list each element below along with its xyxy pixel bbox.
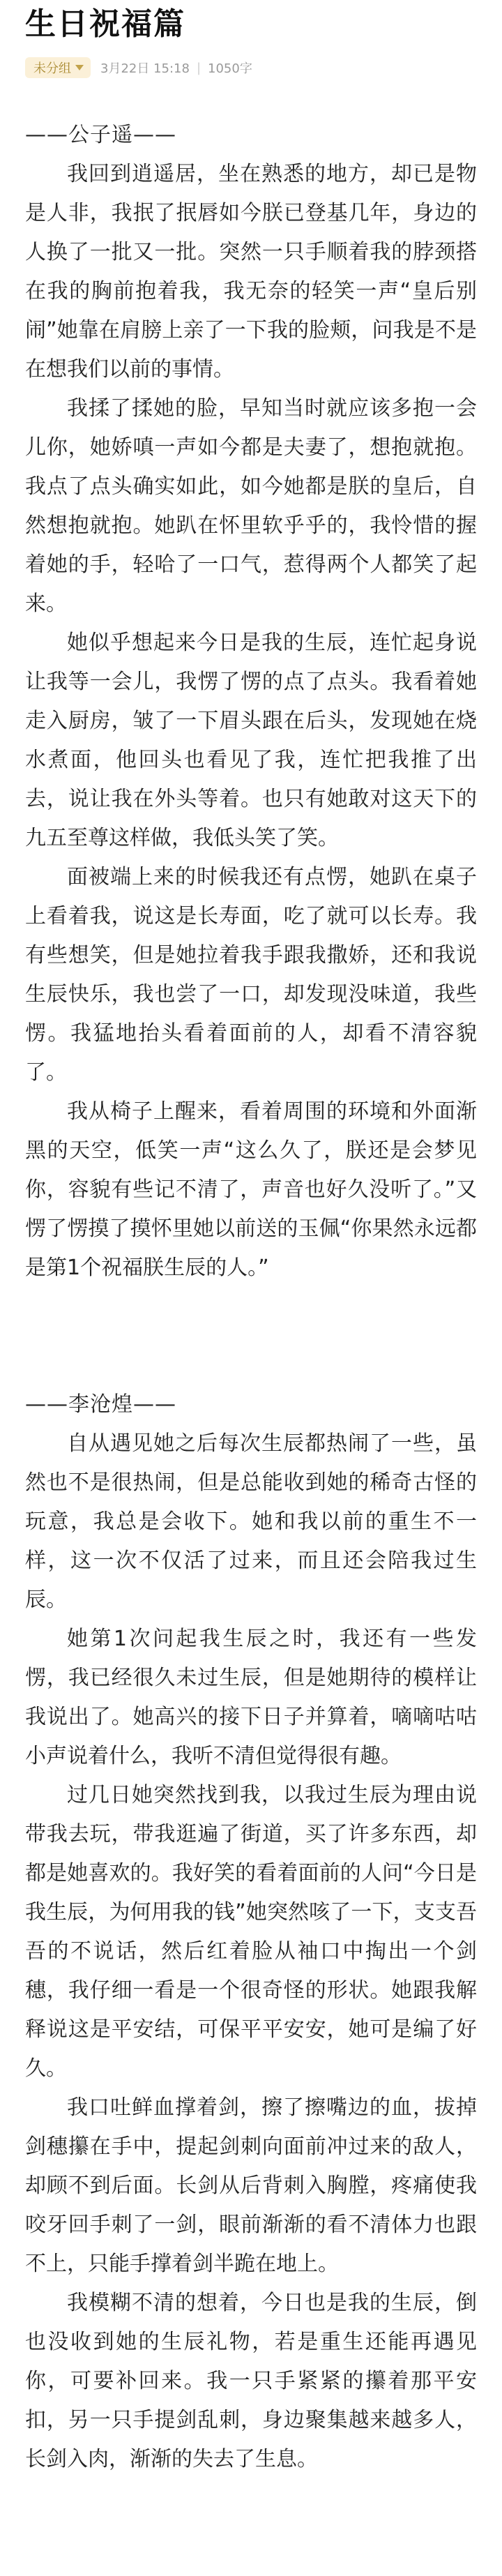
paragraph: 我模糊不清的想着，今日也是我的生辰，倒也没收到她的生辰礼物，若是重生还能再遇见你，可要补回来。我一只手紧紧的攥着那平安扣，另一只手提剑乱刺，身边聚集越来越多人，长剑入肉，渐渐的失去了生息。 <box>25 2291 477 2471</box>
paragraph: 我口吐鲜血撑着剑，擦了擦嘴边的血，拔掉剑穗攥在手中，提起剑刺向面前冲过来的敌人，却顾不到后面。长剑从后背刺入胸膛，疼痛使我咬牙回手刺了一剑，眼前渐渐的看不清体力也跟不上，只能手撑着剑半跪在地上。 <box>25 2095 477 2276</box>
note-body[interactable] <box>25 116 477 2479</box>
group-tag-dropdown[interactable] <box>25 57 91 78</box>
paragraph: 面被端上来的时候我还有点愣，她趴在桌子上看着我，说这是长寿面，吃了就可以长寿。我有些想笑，但是她拉着我手跟我撒娇，还和我说生辰快乐，我也尝了一口，却发现没味道，我些愣。我猛地抬头看着面前的人，却看不清容貌了。 <box>25 865 477 1085</box>
section-spacer <box>25 1288 477 1385</box>
word-count: 1050字 <box>208 61 252 76</box>
paragraph: 自从遇见她之后每次生辰都热闹了一些，虽然也不是很热闹，但是总能收到她的稀奇古怪的玩意，我总是会收下。她和我以前的重生不一样，这一次不仅活了过来，而且还会陪我过生辰。 <box>25 1431 477 1612</box>
paragraph: 她似乎想起来今日是我的生辰，连忙起身说让我等一会儿，我愣了愣的点了点头。我看着她走入厨房，皱了一下眉头跟在后头，发现她在烧水煮面，他回头也看见了我，连忙把我推了出去，说让我在外头等着。也只有她敢对这天下的九五至尊这样做，我低头笑了笑。 <box>25 631 477 850</box>
caret-down-icon <box>75 65 84 70</box>
paragraph: 我回到逍遥居，坐在熟悉的地方，却已是物是人非，我抿了抿唇如今朕已登基几年，身边的人换了一批又一批。突然一只手顺着我的脖颈搭在我的胸前抱着我，我无奈的轻笑一声“皇后别闹”她靠在肩膀上亲了一下我的脸颊，问我是不是在想我们以前的事情。 <box>25 162 477 382</box>
meta-divider: | <box>196 60 201 75</box>
section-heading-licanghuang: ——李沧煌—— <box>25 1392 176 1417</box>
section-heading-gongziyao: ——公子遥—— <box>25 123 176 147</box>
paragraph: 过几日她突然找到我，以我过生辰为理由说带我去玩，带我逛遍了街道，买了许多东西，却都是她喜欢的。我好笑的看着面前的人问“今日是我生辰，为何用我的钱”她突然咳了一下，支支吾吾的不说话，然后红着脸从袖口中掏出一个剑穗，我仔细一看是一个很奇怪的形状。她跟我解释说这是平安结，可保平平安安，她可是编了好久。 <box>25 1783 477 2081</box>
note-meta <box>25 56 477 80</box>
paragraph: 我从椅子上醒来，看着周围的环境和外面渐黑的天空，低笑一声“这么久了，朕还是会梦见你，容貌有些记不清了，声音也好久没听了。”又愣了愣摸了摸怀里她以前送的玉佩“你果然永远都是第1个祝福朕生辰的人。” <box>25 1099 477 1280</box>
note-title: 生日祝福篇 <box>25 6 185 42</box>
note-date: 3月22日 15:18 <box>100 61 190 76</box>
paragraph: 我揉了揉她的脸，早知当时就应该多抱一会儿你，她娇嗔一声如今都是夫妻了，想抱就抱。我点了点头确实如此，如今她都是朕的皇后，自然想抱就抱。她趴在怀里软乎乎的，我怜惜的握着她的手，轻哈了一口气，惹得两个人都笑了起来。 <box>25 396 477 616</box>
group-tag-label: 未分组 <box>33 61 71 76</box>
paragraph: 她第1次问起我生辰之时，我还有一些发愣，我已经很久未过生辰，但是她期待的模样让我说出了。她高兴的接下日子并算着，嘀嘀咕咕小声说着什么，我听不清但觉得很有趣。 <box>25 1627 477 1768</box>
